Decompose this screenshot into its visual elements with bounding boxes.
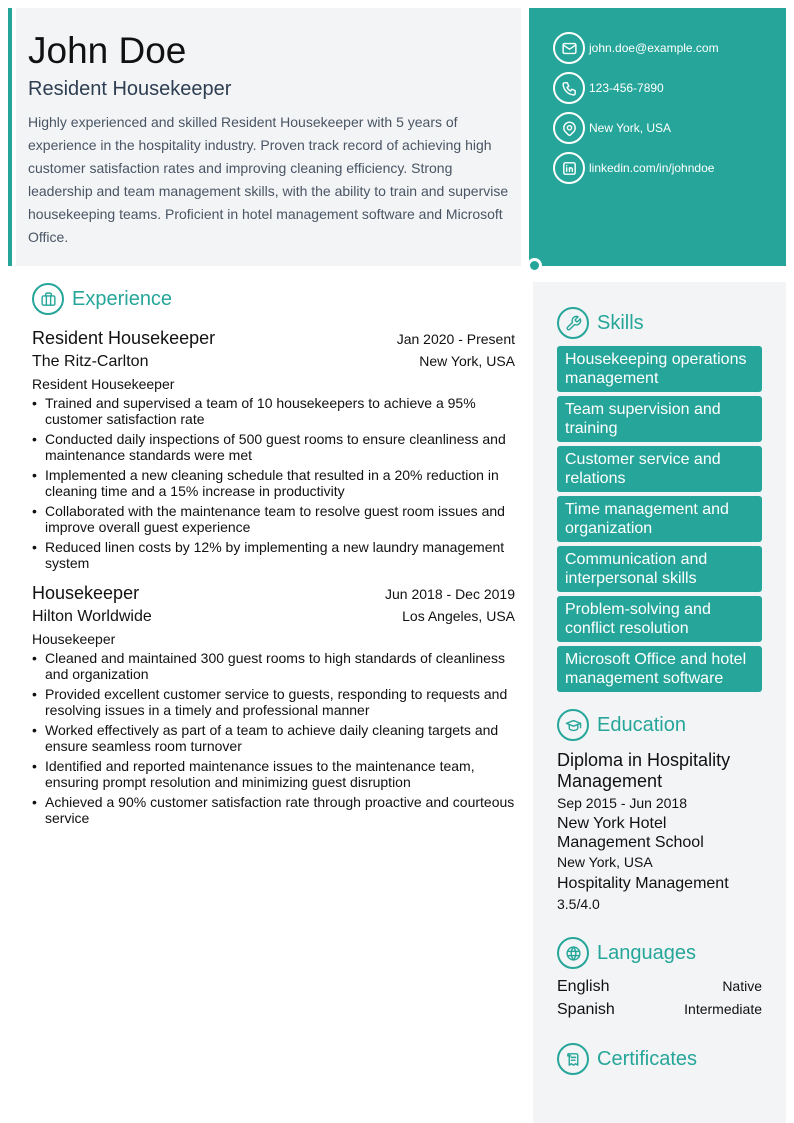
email-text: john.doe@example.com [589,41,719,55]
education-dates: Sep 2015 - Jun 2018 [557,795,687,811]
language-level: Native [722,978,762,994]
skill-tag: Housekeeping operations management [557,346,762,392]
linkedin-text: linkedin.com/in/johndoe [589,161,715,175]
language-row [557,978,762,1001]
skill-tag: Communication and interpersonal skills [557,546,762,592]
certificate-icon [557,1043,589,1075]
candidate-name: John Doe [28,30,187,71]
education-location: New York, USA [557,854,653,870]
job-entry [32,326,515,571]
bullet-item: • Implemented a new cleaning schedule that resulted in a 20% reduction in cleaning time and a 15% increase in productivity [32,467,515,499]
map-pin-icon [553,112,585,144]
job-location: Los Angeles, USA [402,608,515,624]
experience-title: Experience [72,287,173,310]
graduation-cap-icon [557,709,589,741]
education-entry [557,750,762,914]
certificates-title: Certificates [597,1047,698,1070]
language-name: English [557,978,610,995]
language-level: Intermediate [684,1001,762,1017]
bullet-item: • Reduced linen costs by 12% by implementing a new laundry management system [32,539,515,571]
skill-tag: Customer service and relations [557,446,762,492]
language-row [557,1001,762,1024]
languages-heading [557,936,762,970]
job-dates: Jan 2020 - Present [396,331,515,347]
phone-text: 123-456-7890 [589,81,664,95]
bullet-item: • Worked effectively as part of a team to achieve daily cleaning targets and ensure seamless room turnover [32,722,515,754]
skill-tag: Team supervision and training [557,396,762,442]
contact-linkedin[interactable] [553,152,786,184]
job-subtitle: Resident Housekeeper [32,376,175,392]
education-gpa: 3.5/4.0 [557,896,600,912]
linkedin-icon [553,152,585,184]
phone-icon [553,72,585,104]
candidate-title: Resident Housekeeper [28,78,232,100]
skill-tag: Time management and organization [557,496,762,542]
header-dot-decoration [527,258,542,273]
bullet-item: • Collaborated with the maintenance team to resolve guest room issues and improve overall guest experience [32,503,515,535]
bullet-item: • Trained and supervised a team of 10 housekeepers to achieve a 95% customer satisfaction rate [32,395,515,427]
header-accent-bar [8,8,12,266]
bullet-item: • Identified and reported maintenance issues to the maintenance team, ensuring prompt resolution and minimizing guest disruption [32,758,515,790]
contact-panel [529,8,786,266]
bullet-item: • Conducted daily inspections of 500 guest rooms to ensure cleanliness and maintenance standards were met [32,431,515,463]
email-icon [553,32,585,64]
contact-email[interactable] [553,32,786,64]
languages-title: Languages [597,941,696,964]
education-degree: Diploma in Hospitality Management [557,750,731,791]
bullet-item: • Provided excellent customer service to guests, responding to requests and resolving issues in a timely and professional manner [32,686,515,718]
skills-heading [557,306,762,340]
bullet-item: • Cleaned and maintained 300 guest rooms to high standards of cleanliness and organization [32,650,515,682]
job-role: Housekeeper [32,583,140,603]
skills-list [557,346,762,692]
globe-icon [557,937,589,969]
job-company: Hilton Worldwide [32,608,152,625]
skill-tag: Problem-solving and conflict resolution [557,596,762,642]
job-dates: Jun 2018 - Dec 2019 [385,586,515,602]
language-name: Spanish [557,1001,615,1018]
briefcase-icon [32,283,64,315]
skills-title: Skills [597,311,644,334]
skill-tag: Microsoft Office and hotel management software [557,646,762,692]
education-title: Education [597,713,686,736]
job-location: New York, USA [419,353,515,369]
bullet-item: • Achieved a 90% customer satisfaction rate through proactive and courteous service [32,794,515,826]
job-entry [32,581,515,826]
header-panel [16,8,521,266]
location-text: New York, USA [589,121,672,135]
profile-summary: Highly experienced and skilled Resident Housekeeper with 5 years of experience in the hospitality industry. Proven track record of achieving high customer satisfaction rates and improving cleaning efficiency. Strong leadership and team management skills, with the ability to train and supervise housekeeping teams. Proficient in hotel management software and Microsoft Office. [28,114,509,245]
contact-location [553,112,786,144]
wrench-icon [557,307,589,339]
education-field: Hospitality Management [557,875,729,892]
job-subtitle: Housekeeper [32,631,116,647]
education-heading [557,708,762,742]
main-column [32,282,515,830]
contact-phone[interactable] [553,72,786,104]
job-bullets [32,395,515,571]
experience-heading [32,282,515,316]
languages-list [557,978,762,1024]
certificates-heading [557,1042,762,1076]
education-school: New York Hotel Management School [557,815,704,851]
sidebar [533,282,786,1123]
job-bullets [32,650,515,826]
job-company: The Ritz-Carlton [32,353,149,370]
job-role: Resident Housekeeper [32,328,216,348]
